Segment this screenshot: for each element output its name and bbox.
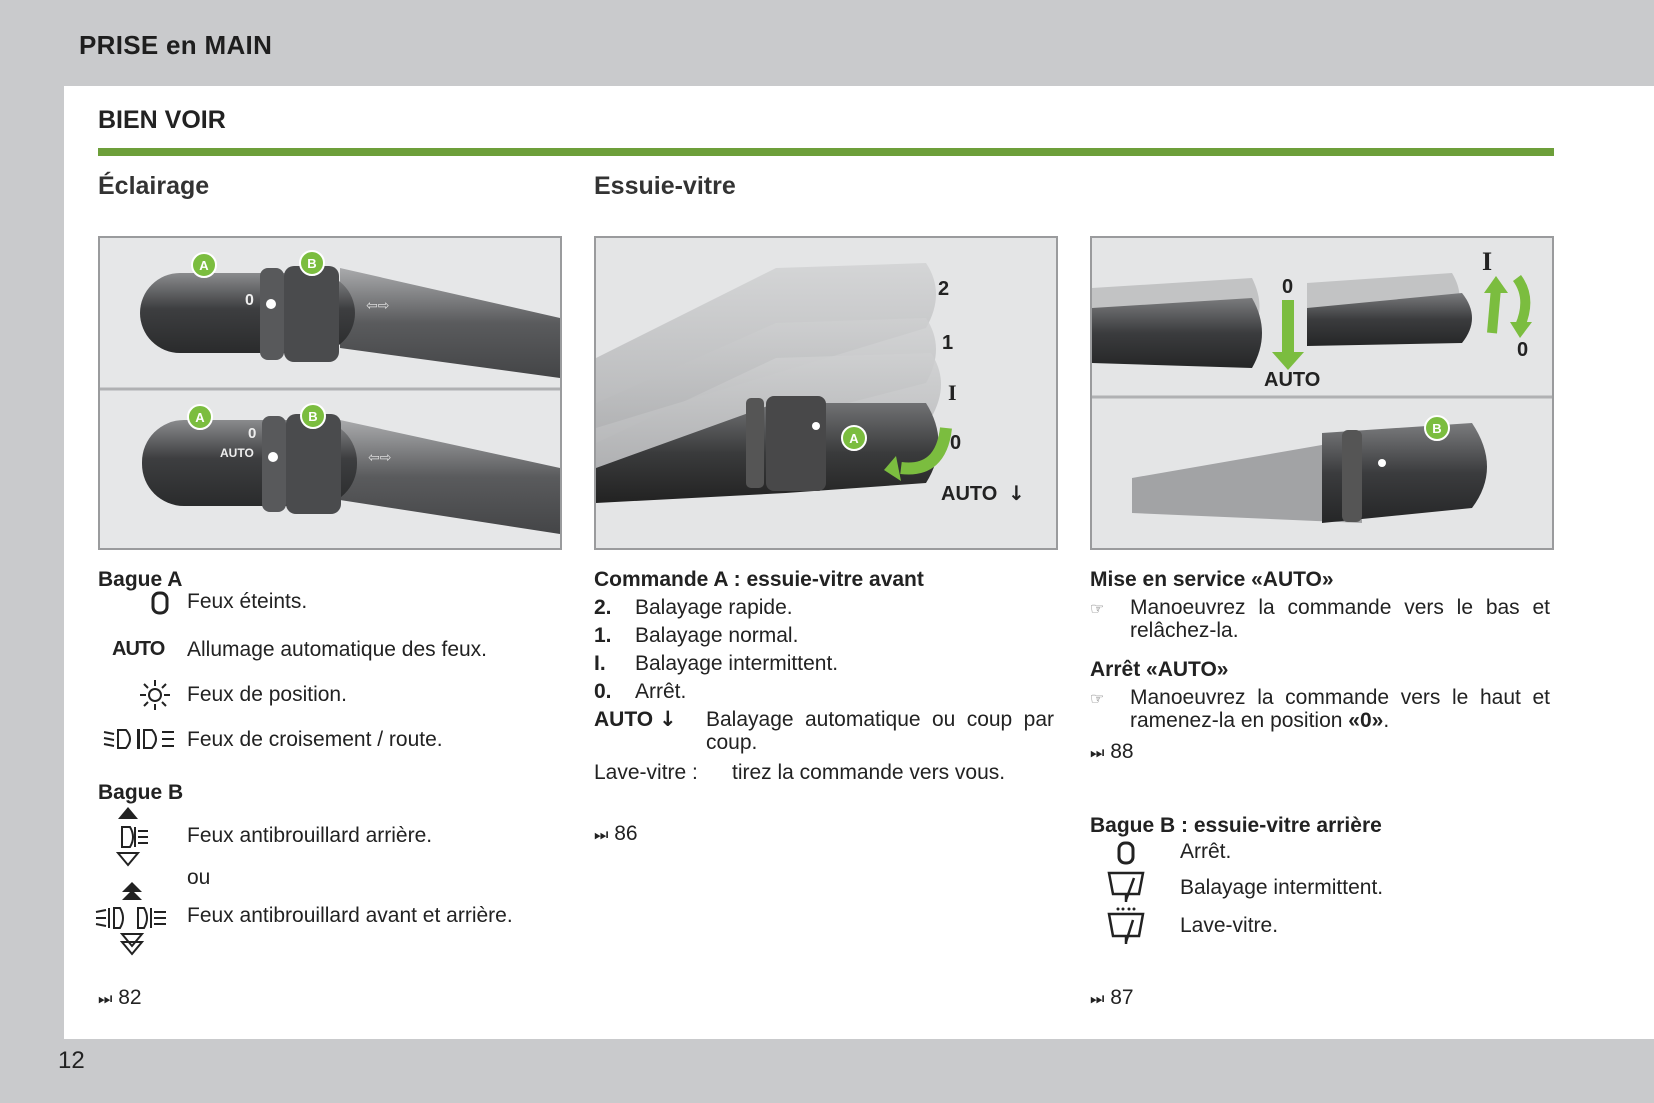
svg-text:B: B — [308, 409, 318, 424]
auto-on-text: Manoeuvrez la commande vers le bas et relâchez-la. — [1130, 596, 1550, 642]
content-sheet — [64, 86, 1654, 1039]
wiper-label-auto: Balayage automatique ou coup par coup. — [706, 708, 1054, 754]
bague-a-item-off: Feux éteints. — [187, 590, 308, 613]
auto-off-title: Arrêt «AUTO» — [1090, 658, 1229, 681]
wiper-key-2: 2. — [594, 596, 612, 619]
page-header-title: PRISE en MAIN — [79, 30, 273, 60]
wiper-label-0: Arrêt. — [635, 680, 687, 703]
svg-text:⇦⇨: ⇦⇨ — [368, 450, 392, 466]
hand-pointer-icon: ☞ — [1090, 601, 1105, 618]
bague-a-item-beam: Feux de croisement / route. — [187, 728, 443, 751]
fig3-pos-0b: 0 — [1517, 339, 1529, 361]
ref-82: ⏭ 82 — [98, 986, 142, 1009]
fig2-pos-1: 1 — [942, 332, 954, 354]
wiper-key-i: I. — [594, 652, 606, 675]
bague-b-item-rear-fog: Feux antibrouillard arrière. — [187, 824, 433, 847]
fig2-auto-arrow-icon: ↓ — [1008, 481, 1025, 505]
wiper-key-lave: Lave-vitre : — [594, 761, 698, 784]
hand-pointer-icon: ☞ — [1090, 691, 1105, 708]
position-light-icon — [138, 678, 172, 712]
rear-item-washer: Lave-vitre. — [1180, 914, 1279, 937]
fig1-lower-label-b — [301, 404, 325, 428]
bague-b-or: ou — [187, 866, 211, 889]
wiper-label-lave: tirez la commande vers vous. — [732, 761, 1006, 784]
auto-off-text: Manoeuvrez la commande vers le haut et ramenez-la en position «0». — [1130, 686, 1550, 732]
rear-washer-icon — [1106, 906, 1146, 946]
bague-b-item-front-rear-fog: Feux antibrouillard avant et arrière. — [187, 904, 513, 927]
wiper-label-1: Balayage normal. — [635, 624, 799, 647]
figure-front-wiper-stalk — [594, 236, 1058, 550]
fig1-lower-auto: AUTO — [220, 446, 254, 460]
wiper-key-0: 0. — [594, 680, 612, 703]
fig1-lower-label-a — [188, 405, 212, 429]
bague-a-item-auto: Allumage automatique des feux. — [187, 638, 488, 661]
figure-auto-rear-wiper — [1090, 236, 1554, 550]
down-arrow-icon: ↓ — [658, 707, 677, 731]
fig1-lower-zero: 0 — [248, 425, 257, 442]
fig3-pos-i: I — [1482, 247, 1493, 276]
rear-fog-icon — [116, 805, 156, 875]
ref-86: ⏭ 86 — [594, 822, 638, 845]
svg-text:B: B — [307, 256, 317, 271]
fig1-upper-label-b — [300, 251, 324, 275]
heading-essuie-vitre: Essuie-vitre — [594, 172, 736, 200]
dipped-main-beam-icon — [102, 726, 176, 752]
fig1-upper-zero: 0 — [245, 292, 254, 309]
svg-text:B: B — [1432, 421, 1442, 436]
svg-text:A: A — [199, 258, 209, 273]
svg-text:A: A — [195, 410, 205, 425]
fig3-pos-auto: AUTO — [1264, 369, 1321, 391]
auto-on-title: Mise en service «AUTO» — [1090, 568, 1334, 591]
auto-symbol-icon: AUTO — [112, 638, 165, 660]
wiper-label-2: Balayage rapide. — [635, 596, 793, 619]
fig3-pos-0: 0 — [1282, 276, 1294, 298]
wiper-label-i: Balayage intermittent. — [635, 652, 839, 675]
wiper-key-1: 1. — [594, 624, 612, 647]
rear-wiper-icon — [1106, 870, 1146, 904]
fig2-pos-auto: AUTO — [941, 483, 998, 505]
rear-item-intermittent: Balayage intermittent. — [1180, 876, 1384, 899]
section-title: BIEN VOIR — [98, 106, 226, 134]
bague-a-title: Bague A — [98, 568, 183, 591]
rear-wiper-title: Bague B : essuie-vitre arrière — [1090, 814, 1382, 837]
ref-87: ⏭ 87 — [1090, 986, 1134, 1009]
page-ref-icon: ⏭ — [98, 991, 113, 1008]
rear-item-off: Arrêt. — [1180, 840, 1232, 863]
wiper-key-auto: AUTO ↓ — [594, 707, 677, 731]
page-ref-icon: ⏭ — [594, 827, 609, 844]
zero-symbol-icon — [150, 590, 170, 616]
commande-a-title: Commande A : essuie-vitre avant — [594, 568, 924, 591]
front-rear-fog-icon — [94, 880, 170, 958]
page-ref-icon: ⏭ — [1090, 991, 1105, 1008]
heading-eclairage: Éclairage — [98, 172, 210, 200]
page-number: 12 — [58, 1047, 85, 1074]
svg-text:⇦⇨: ⇦⇨ — [366, 298, 390, 314]
fig2-pos-0: 0 — [950, 432, 962, 454]
fig2-pos-i: I — [948, 380, 957, 405]
fig3-label-b — [1425, 416, 1449, 440]
fig2-pos-2: 2 — [938, 278, 950, 300]
section-rule — [98, 148, 1554, 156]
fig1-upper-label-a — [192, 253, 216, 277]
ref-88: ⏭ 88 — [1090, 740, 1134, 763]
fig2-label-a — [842, 426, 866, 450]
zero-symbol-icon — [1116, 840, 1138, 866]
page-ref-icon: ⏭ — [1090, 745, 1105, 762]
svg-text:A: A — [849, 431, 859, 446]
bague-a-item-position: Feux de position. — [187, 683, 347, 706]
figure-lighting-stalk — [98, 236, 562, 550]
bague-b-title: Bague B — [98, 781, 184, 804]
